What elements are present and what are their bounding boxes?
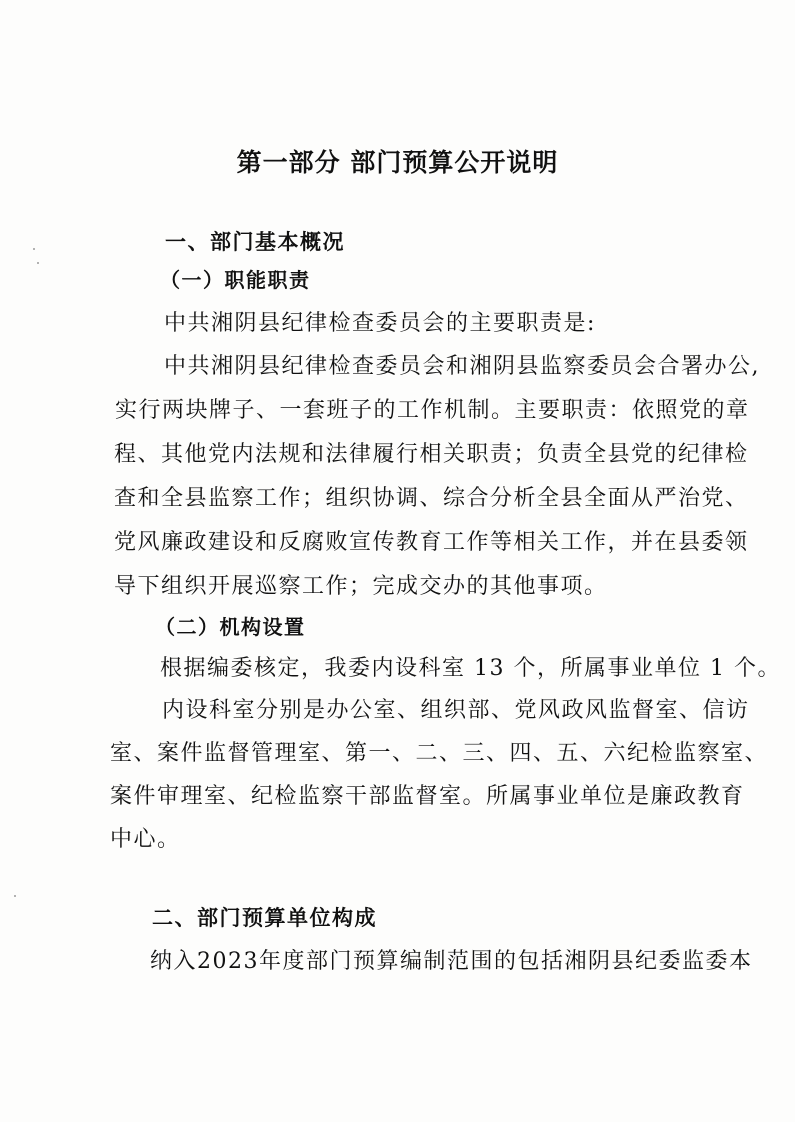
document-title: 第一部分 部门预算公开说明 [236,148,559,177]
paragraph-line: 根据编委核定，我委内设科室 13 个，所属事业单位 1 个。 [160,656,781,681]
paragraph-line: 室、案件监督管理室、第一、二、三、四、五、六纪检监察室、 [110,741,769,766]
paragraph-line: 案件审理室、纪检监察干部监督室。所属事业单位是廉政教育 [110,784,745,809]
paragraph-line: 内设科室分别是办公室、组织部、党风政风监督室、信访 [162,698,750,723]
paragraph-line: 中共湘阴县纪律检查委员会的主要职责是: [164,311,596,336]
section1-sub1-heading: （一）职能职责 [160,268,311,292]
section1-sub2-heading: （二）机构设置 [155,615,306,639]
paragraph-line: 中共湘阴县纪律检查委员会和湘阴县监察委员会合署办公, [164,354,760,379]
section1-heading: 一、部门基本概况 [165,230,345,254]
section2-heading: 二、部门预算单位构成 [152,906,377,930]
paragraph-line: 中心。 [110,827,181,852]
paragraph-line: 实行两块牌子、一套班子的工作机制。主要职责：依照党的章 [115,398,750,423]
paragraph-line: 程、其他党内法规和法律履行相关职责；负责全县党的纪律检 [114,442,749,467]
paragraph-line: 导下组织开展巡察工作；完成交办的其他事项。 [114,574,608,599]
scan-speck [37,262,39,264]
paragraph-line: 党风廉政建设和反腐败宣传教育工作等相关工作，并在县委领 [114,530,749,555]
scan-speck [14,895,16,897]
scan-speck [33,248,35,250]
paragraph-line: 纳入2023年度部门预算编制范围的包括湘阴县纪委监委本 [150,949,753,974]
paragraph-line: 查和全县监察工作；组织协调、综合分析全县全面从严治党、 [114,486,749,511]
